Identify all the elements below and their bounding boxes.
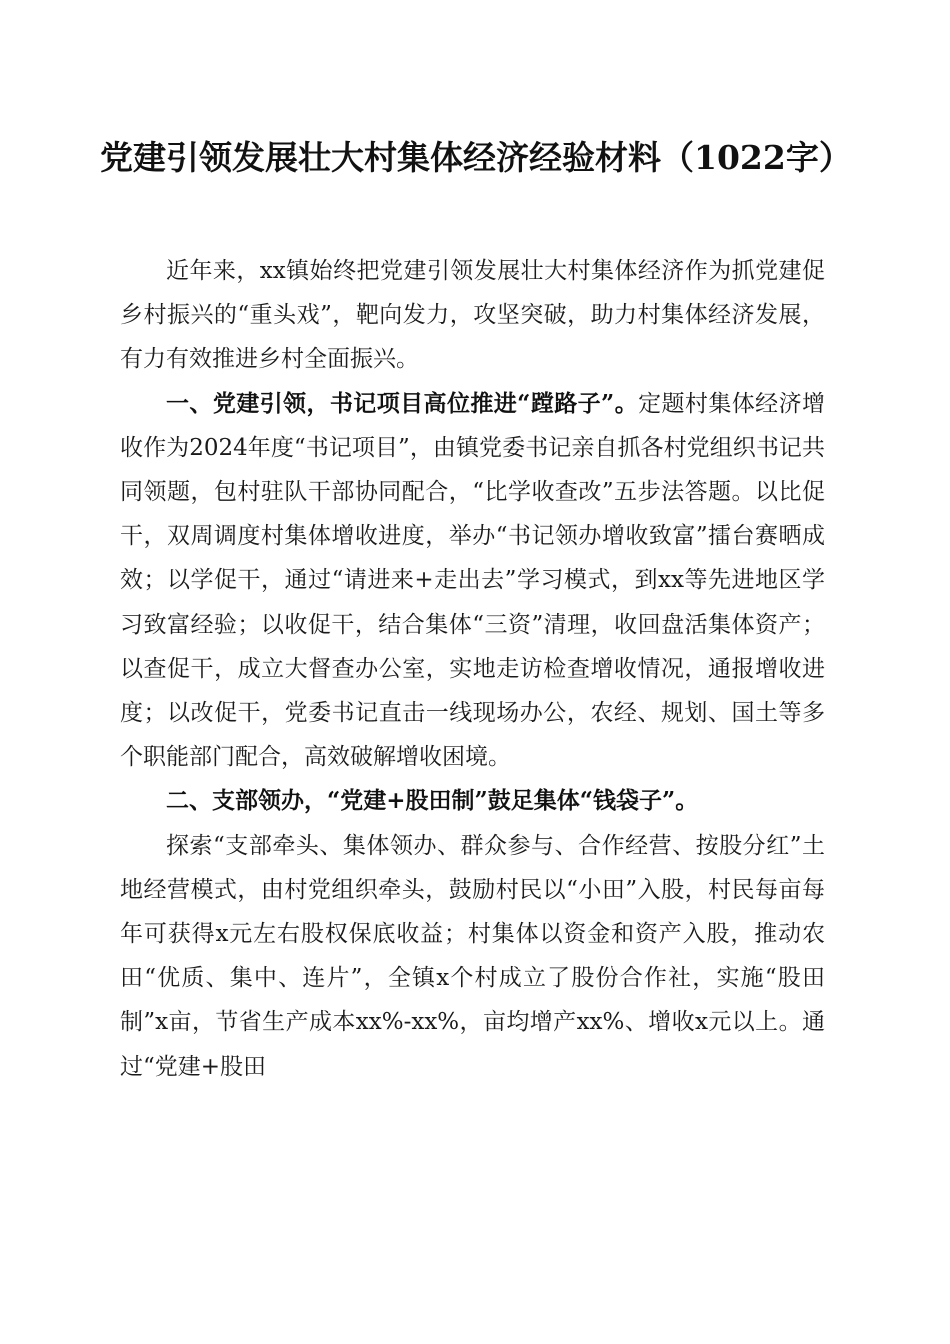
document-body — [120, 249, 825, 1089]
section-1-body: 定题村集体经济增收作为2024年度“书记项目”，由镇党委书记亲自抓各村党组织书记共同领题，包村驻队干部协同配合，“比学收查改”五步法答题。以比促干，双周调度村集体增收进度，举办“书记领办增收致富”擂台赛晒成效；以学促干，通过“请进来+走出去”学习模式，到xx等先进地区学习致富经验；以收促干，结合集体“三资”清理，收回盘活集体资产；以查促干，成立大督查办公室，实地走访检查增收情况，通报增收进度；以改促干，党委书记直击一线现场办公，农经、规划、国土等多个职能部门配合，高效破解增收困境。 — [120, 390, 825, 771]
document-title: 党建引领发展壮大村集体经济经验材料（1022字） — [100, 138, 852, 177]
intro-paragraph: 近年来，xx镇始终把党建引领发展壮大村集体经济作为抓党建促乡村振兴的“重头戏”，靶向发力，攻坚突破，助力村集体经济发展，有力有效推进乡村全面振兴。 — [120, 258, 825, 373]
section-2-heading: 二、支部领办，“党建+股田制”鼓足集体“钱袋子”。 — [166, 787, 699, 815]
section-1-paragraph — [120, 382, 825, 780]
section-2-body: 探索“支部牵头、集体领办、群众参与、合作经营、按股分红”土地经营模式，由村党组织牵头，鼓励村民以“小田”入股，村民每亩每年可获得x元左右股权保底收益；村集体以资金和资产入股，推动农田“优质、集中、连片”，全镇x个村成立了股份合作社，实施“股田制”x亩，节省生产成本xx%-xx%，亩均增产xx%、增收x元以上。通过“党建+股田 — [120, 832, 825, 1080]
section-1-heading: 一、党建引领，书记项目高位推进“蹚路子”。 — [166, 389, 639, 417]
